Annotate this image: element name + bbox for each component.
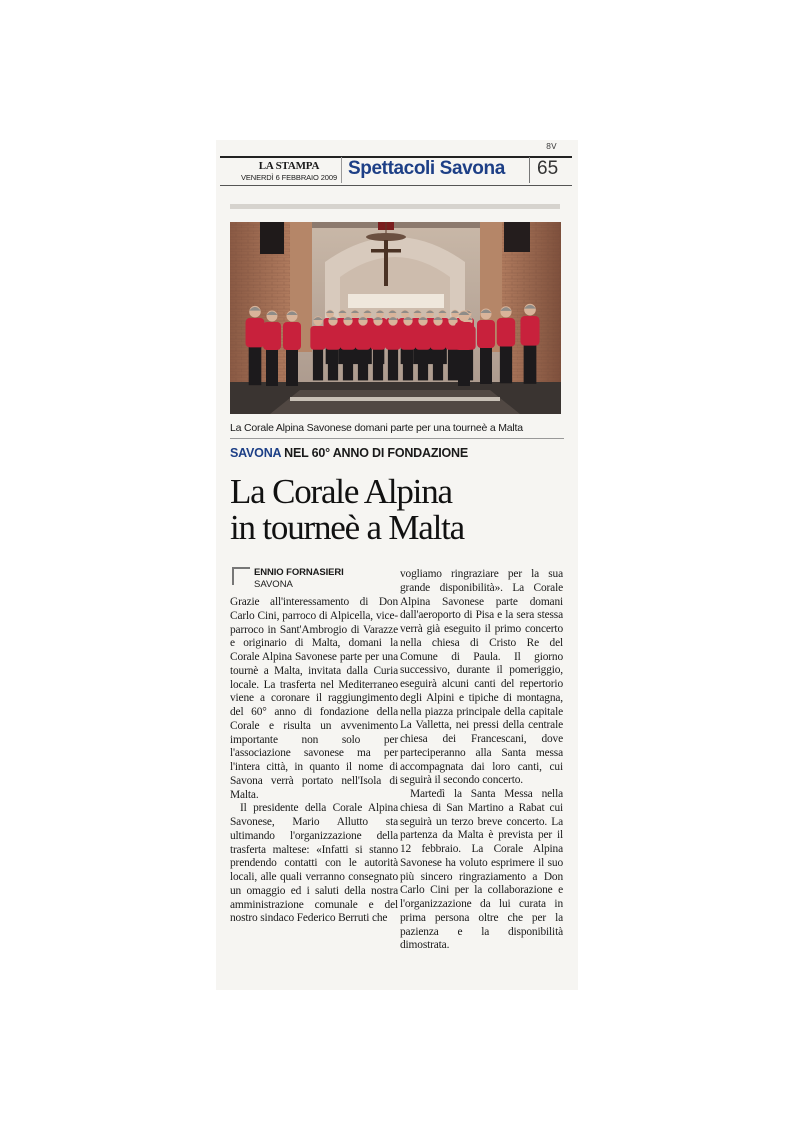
byline-corner-icon [232,567,250,569]
paper-name: LA STAMPA [258,160,320,172]
headline-line-1: La Corale Alpina [230,472,452,511]
masthead [230,160,348,182]
corner-mark: 8V [546,142,557,151]
header-separator [529,157,530,183]
author-name: ENNIO FORNASIERI [254,567,344,578]
dateline: SAVONA [254,579,293,590]
kicker [230,446,468,460]
divider-bar [230,204,560,209]
headline-line-2: in tourneè a Malta [230,508,464,547]
kicker-text: NEL 60° ANNO DI FONDAZIONE [284,446,469,460]
paragraph: vogliamo ringraziare per la sua grande disponibilità». La Corale Alpina Savonese parte domani dall'aeroporto di Pisa e la sera stessa verrà già eseguito il primo concerto nella chiesa di Cristo Re del Comune di Paula. Il giorno successivo, durante il pomeriggio, eseguirà alcuni canti del repertorio degli Alpini e tipiche di montagna, nella piazza principale della capitale La Valletta, nei pressi della centrale chiesa dei Francescani, dove parteciperanno alla Santa messa accompagnata dai loro canti, cui seguirà il secondo concerto. [400,568,563,787]
kicker-city: SAVONA [230,446,281,460]
header-bottom-rule [220,185,572,186]
photo-caption: La Corale Alpina Savonese domani parte per una tourneè a Malta [230,422,523,434]
headline [230,474,570,546]
paragraph: Il presidente della Corale Alpina Savonese, Mario Allutto sta ultimando l'organizzazione della trasferta maltese: «Infatti si stanno prendendo contatti con le autorità locali, alle quali verranno consegnato un omaggio ed i saluti della nostra amministrazione comunale e del nostro sindaco Federico Berruti che [230,802,398,925]
page-number: 65 [537,158,559,179]
section-title: Spettacoli Savona [348,158,505,179]
choir-photo [230,222,561,414]
byline-corner-icon [232,567,234,585]
header-separator [341,157,342,183]
caption-rule [230,438,564,439]
article-column-1 [230,596,398,926]
publication-date: VENERDÌ 6 FEBBRAIO 2009 [240,173,338,182]
newspaper-clipping [216,140,578,990]
paragraph: Grazie all'interessamento di Don Carlo Cini, parroco di Alpicella, vice-parroco in Sant'Ambrogio di Varazze e originario di Malta, domani la Corale Alpina Savonese parte per una tournè a Malta, invitata dalla Curia locale. La trasferta nel Mediterraneo viene a coronare il raggiungimento del 60° anno di fondazione della Corale e risulta un avvenimento importante non solo per l'associazione savonese ma per l'intera città, in quanto il nome di Savona verrà portato nell'Isola di Malta. [230,596,398,801]
article-column-2 [400,568,563,953]
paragraph: Martedì la Santa Messa nella chiesa di San Martino a Rabat cui seguirà un terzo breve concerto. La partenza da Malta è prevista per il 12 febbraio. La Corale Alpina Savonese ha voluto esprimere il suo più sincero ringraziamento a Don Carlo Cini per la collaborazione e l'organizzazione da lui curata in prima persona oltre che per la pazienza e la disponibilità dimostrata. [400,788,563,952]
